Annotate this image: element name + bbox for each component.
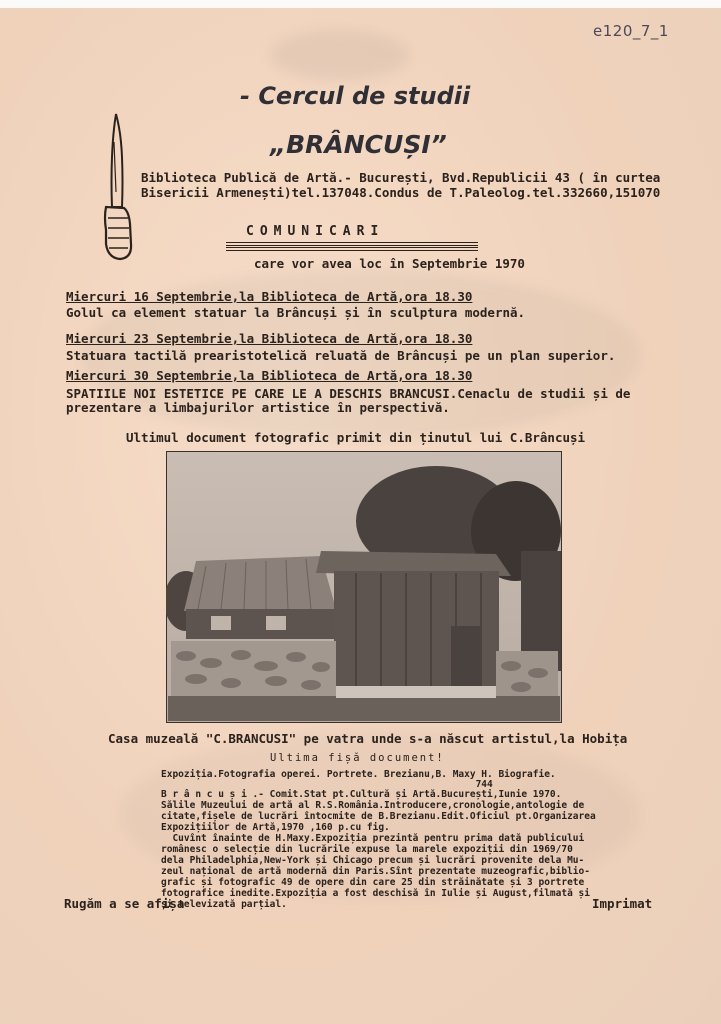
event-date: Miercuri 30 Septembrie,la Biblioteca de Artă,ora 18.30 <box>66 368 473 383</box>
fisa-line: dela Philadelphia,New-York și Chicago precum și lucrări provenite dela Mu- <box>161 855 585 866</box>
address-line-1: Biblioteca Publică de Artă.- București, Bvd.Republicii 43 ( în curtea <box>141 170 661 185</box>
event-topic-continued: prezentare a limbajurilor artistice în perspectivă. <box>66 400 450 415</box>
title-line-2: „BRÂNCUȘI” <box>270 130 447 159</box>
event-topic: Golul ca element statuar la Brâncuși și în sculptura modernă. <box>66 305 526 320</box>
comunicari-heading: COMUNICARI <box>246 224 385 239</box>
fisa-line: Cuvînt înainte de H.Maxy.Expoziția prezintă pentru prima dată publicului <box>161 833 585 844</box>
fisa-line: B r â n c u ș i .- Comit.Stat pt.Cultură și Artă.București,Iunie 1970. <box>161 789 562 800</box>
fisa-line: Sălile Muzeului de artă al R.S.România.Introducere,cronologie,antologie de <box>161 800 585 811</box>
fisa-line: Expozițiilor de Artă,1970 ,160 p.cu fig. <box>161 822 390 833</box>
fisa-line: grafic și fotografic 49 de opere din care 25 din străinătate și 3 portrete <box>161 877 585 888</box>
photo-caption-bottom: Casa muzeală "C.BRANCUSI" pe vatra unde s-a născut artistul,la Hobița <box>108 731 628 746</box>
fisa-line: zeul național de artă modernă din Paris.Sînt prezentate muzeografic,biblio- <box>161 866 590 877</box>
comunicari-subheading: care vor avea loc în Septembrie 1970 <box>254 256 525 271</box>
fisa-line: și televizată parțial. <box>161 899 287 910</box>
fisa-line: 744 <box>161 779 493 790</box>
photo-caption-top: Ultimul document fotografic primit din ținutul lui C.Brâncuși <box>126 430 586 445</box>
fisa-heading: Ultima fișă document! <box>270 752 445 764</box>
archive-reference: e120_7_1 <box>593 22 669 40</box>
fisa-line: românesc o selecție din lucrările expuse la marele expoziții din 1969/70 <box>161 844 573 855</box>
fisa-line: Expoziția.Fotografia operei. Portrete. Brezianu,B. Maxy H. Biografie. <box>161 769 556 780</box>
double-rule <box>226 242 478 246</box>
event-date: Miercuri 16 Septembrie,la Biblioteca de Artă,ora 18.30 <box>66 289 473 304</box>
event-topic: SPATIILE NOI ESTETICE PE CARE LE A DESCHIS BRANCUSI.Cenaclu de studii și de <box>66 386 631 401</box>
event-topic: Statuara tactilă prearistotelică reluată de Brâncuși pe un plan superior. <box>66 348 616 363</box>
house-photograph <box>166 451 562 723</box>
fisa-line: citate,fișele de lucrări întocmite de B.Brezianu.Edit.Oficiul pt.Organizarea <box>161 811 596 822</box>
double-rule <box>226 247 478 251</box>
footer-right: Imprimat <box>592 896 653 911</box>
fisa-line: fotografice inedite.Expoziția a fost deschisă în Iulie și August,filmată și <box>161 888 590 899</box>
address-line-2: Bisericii Armenești)tel.137048.Condus de T.Paleolog.tel.332660,151070 <box>141 185 661 200</box>
footer-left: Rugăm a se afișa <box>64 896 185 911</box>
paper-stain <box>270 30 410 80</box>
scan-margin <box>0 0 721 8</box>
event-date: Miercuri 23 Septembrie,la Biblioteca de Artă,ora 18.30 <box>66 331 473 346</box>
hand-logo-icon <box>100 112 136 262</box>
title-line-1: - Cercul de studii <box>240 82 471 110</box>
